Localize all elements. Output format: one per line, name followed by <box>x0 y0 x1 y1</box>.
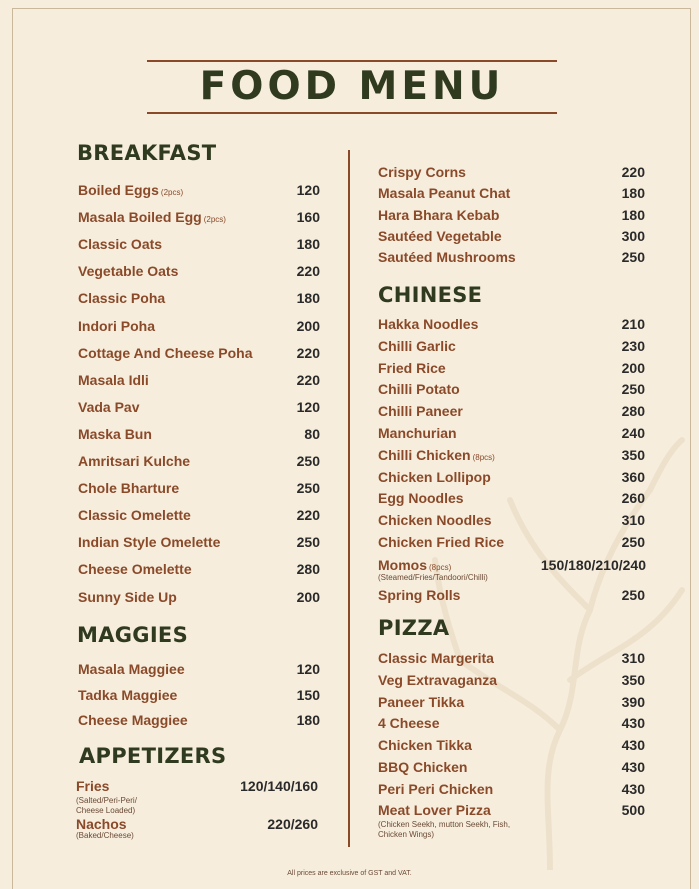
menu-item-price: 260 <box>621 490 645 507</box>
menu-item-price: 210 <box>621 316 645 332</box>
menu-item-price: 200 <box>621 359 645 376</box>
item-options-note: (Steamed/Fries/Tandoori/Chilli) <box>378 573 488 582</box>
menu-item-name <box>378 736 472 754</box>
item-name: Classic Margerita <box>378 650 494 666</box>
item-portion-note: (8pcs) <box>472 452 495 462</box>
item-name: Cottage And Cheese Poha <box>78 344 253 361</box>
menu-item-price: 180 <box>621 206 645 223</box>
menu-item-name <box>78 479 179 497</box>
menu-item-name <box>78 506 191 524</box>
menu-item-price: 430 <box>621 715 645 732</box>
item-name: Peri Peri Chicken <box>378 780 494 797</box>
item-options-note: (Baked/Cheese) <box>76 831 134 840</box>
menu-item-price: 250 <box>621 381 645 398</box>
menu-item-price: 120 <box>296 182 320 198</box>
menu-item-name <box>78 289 165 307</box>
menu-item-price: 230 <box>621 337 645 354</box>
menu-item-price: 220/260 <box>267 816 318 832</box>
menu-item-name <box>378 671 497 689</box>
menu-item-price: 390 <box>621 693 645 710</box>
item-name: Chicken Fried Rice <box>378 534 505 550</box>
item-name: Fried Rice <box>378 359 446 376</box>
menu-item-price: 310 <box>621 650 645 666</box>
menu-item-price: 280 <box>621 403 645 420</box>
menu-item-name <box>78 560 192 578</box>
item-name: Sautéed Mushrooms <box>378 249 516 266</box>
menu-item-price: 120 <box>296 661 320 677</box>
item-name: Classic Omelette <box>78 507 191 524</box>
item-name: Chole Bharture <box>78 480 180 497</box>
menu-item-price: 350 <box>621 671 645 688</box>
menu-item-price: 160 <box>296 209 320 226</box>
menu-item-name <box>78 452 190 470</box>
item-name: Indori Poha <box>78 317 155 334</box>
menu-item-price: 180 <box>296 712 320 728</box>
menu-item-price: 310 <box>621 512 645 529</box>
menu-item-name <box>378 556 451 574</box>
menu-item-name <box>78 262 178 280</box>
menu-item-price: 220 <box>296 371 320 388</box>
menu-item-name <box>378 359 446 377</box>
item-name: Masala Idli <box>78 371 149 388</box>
menu-item-name <box>78 317 155 335</box>
menu-item-price: 150/180/210/240 <box>540 557 646 573</box>
menu-item-price: 200 <box>296 317 320 334</box>
item-name: Sautéed Vegetable <box>378 227 502 244</box>
menu-item-price: 250 <box>296 453 320 469</box>
heading-breakfast: BREAKFAST <box>77 141 217 165</box>
item-name: Classic Oats <box>78 236 163 253</box>
menu-item-price: 360 <box>621 468 645 485</box>
menu-item-price: 430 <box>621 759 645 775</box>
menu-item-price: 220 <box>296 507 320 524</box>
menu-item-price: 150 <box>296 686 320 703</box>
item-portion-note: (2pcs) <box>160 188 184 197</box>
item-name: Chicken Noodles <box>378 512 492 529</box>
item-name: Chilli Chicken <box>378 446 471 463</box>
item-name: Boiled Eggs <box>78 182 159 198</box>
menu-item-price: 250 <box>621 534 645 550</box>
menu-item-price: 80 <box>304 425 320 442</box>
menu-item-name <box>78 344 253 362</box>
item-name: Classic Poha <box>78 290 166 307</box>
item-name: Chicken Tikka <box>378 737 472 754</box>
item-name: Momos <box>378 557 427 573</box>
item-name: Masala Peanut Chat <box>378 185 511 202</box>
item-name: Cheese Omelette <box>78 561 192 578</box>
menu-item-price: 500 <box>621 802 645 818</box>
menu-item-price: 350 <box>621 446 645 463</box>
menu-item-name <box>78 208 226 226</box>
menu-item-name <box>78 533 220 551</box>
menu-item-price: 250 <box>621 587 645 603</box>
item-options-note: (Chicken Seekh, mutton Seekh, Fish, Chicken Wings) <box>378 820 511 839</box>
item-name: Paneer Tikka <box>378 693 465 710</box>
menu-item-price: 180 <box>296 236 320 253</box>
heading-maggies: MAGGIES <box>77 623 189 647</box>
menu-item-name <box>378 693 464 711</box>
menu-item-name <box>78 235 162 253</box>
item-options-note: (Salted/Peri-Peri/ Cheese Loaded) <box>76 796 137 815</box>
menu-item-name <box>378 248 516 266</box>
page-title: FOOD MENU <box>199 64 505 109</box>
menu-item-price: 200 <box>296 588 320 605</box>
menu-item-name <box>378 511 492 529</box>
menu-item-price: 300 <box>621 227 645 244</box>
menu-item-name <box>378 402 463 420</box>
menu-item-name <box>378 315 478 333</box>
menu-item-price: 250 <box>296 480 320 497</box>
menu-item-name <box>78 660 185 678</box>
item-name: Vada Pav <box>78 398 140 415</box>
menu-item-name <box>378 758 467 776</box>
item-name: Meat Lover Pizza <box>378 802 491 818</box>
menu-item-name <box>78 686 177 704</box>
menu-item-price: 250 <box>621 249 645 266</box>
item-name: Vegetable Oats <box>78 263 179 280</box>
item-name: Indian Style Omelette <box>78 534 221 551</box>
menu-item-name <box>78 425 152 443</box>
menu-item-price: 180 <box>621 185 645 202</box>
menu-item-name <box>378 533 504 551</box>
menu-item-name <box>378 489 464 507</box>
price-disclaimer: All prices are exclusive of GST and VAT. <box>287 870 412 877</box>
item-name: Chilli Paneer <box>378 403 463 420</box>
item-name: Manchurian <box>378 425 457 441</box>
item-name: Nachos <box>76 816 127 832</box>
heading-appetizers: APPETIZERS <box>79 744 227 768</box>
heading-chinese: CHINESE <box>378 283 483 307</box>
item-name: Hakka Noodles <box>378 316 479 332</box>
menu-item-price: 430 <box>621 780 645 797</box>
menu-item-name <box>378 337 456 355</box>
menu-item-name <box>78 181 183 199</box>
menu-item-name <box>378 780 493 798</box>
menu-item-name <box>378 586 460 604</box>
item-name: Hara Bhara Kebab <box>378 206 500 223</box>
menu-item-price: 430 <box>621 737 645 754</box>
menu-item-price: 220 <box>621 164 645 180</box>
item-name: Spring Rolls <box>378 587 461 603</box>
item-name: Maska Bun <box>78 425 152 442</box>
item-name: 4 Cheese <box>378 715 440 732</box>
item-name: Chilli Potato <box>378 381 460 398</box>
menu-item-price: 280 <box>296 561 320 578</box>
menu-item-name <box>378 206 499 224</box>
item-name: Egg Noodles <box>378 490 464 507</box>
menu-item-name <box>378 714 439 732</box>
menu-item-name <box>378 184 510 202</box>
menu-item-name <box>378 446 495 464</box>
item-name: Amritsari Kulche <box>78 453 191 469</box>
column-divider <box>348 150 350 847</box>
item-name: Tadka Maggiee <box>78 686 178 703</box>
menu-item-name <box>78 711 188 729</box>
menu-item-price: 220 <box>296 263 320 280</box>
item-portion-note: (8pcs) <box>429 563 452 572</box>
item-name: Chilli Garlic <box>378 337 456 354</box>
menu-item-price: 120 <box>296 398 320 415</box>
menu-item-price: 250 <box>296 534 320 551</box>
item-name: Masala Maggiee <box>78 661 185 677</box>
menu-item-name <box>78 398 140 416</box>
title-band <box>147 60 557 114</box>
heading-pizza: PIZZA <box>378 616 450 640</box>
item-name: Veg Extravaganza <box>378 671 498 688</box>
menu-item-price: 120/140/160 <box>240 778 318 794</box>
menu-item-name <box>378 468 491 486</box>
menu-item-name <box>76 777 109 795</box>
menu-item-name <box>378 227 502 245</box>
item-name: Sunny Side Up <box>78 588 177 605</box>
menu-item-name <box>378 163 466 181</box>
item-name: Fries <box>76 778 110 794</box>
menu-item-price: 180 <box>296 290 320 307</box>
menu-item-name <box>78 588 177 606</box>
item-name: Cheese Maggiee <box>78 712 188 728</box>
item-name: BBQ Chicken <box>378 759 468 775</box>
item-portion-note: (2pcs) <box>203 215 226 225</box>
item-name: Masala Boiled Egg <box>78 209 202 226</box>
menu-item-name <box>378 649 494 667</box>
menu-item-name <box>378 801 491 819</box>
menu-item-price: 220 <box>296 344 320 361</box>
item-name: Chicken Lollipop <box>378 468 491 485</box>
menu-item-name <box>378 380 460 398</box>
item-name: Crispy Corns <box>378 164 466 180</box>
menu-item-price: 240 <box>621 425 645 441</box>
menu-item-name <box>78 371 149 389</box>
menu-item-name <box>378 424 457 442</box>
